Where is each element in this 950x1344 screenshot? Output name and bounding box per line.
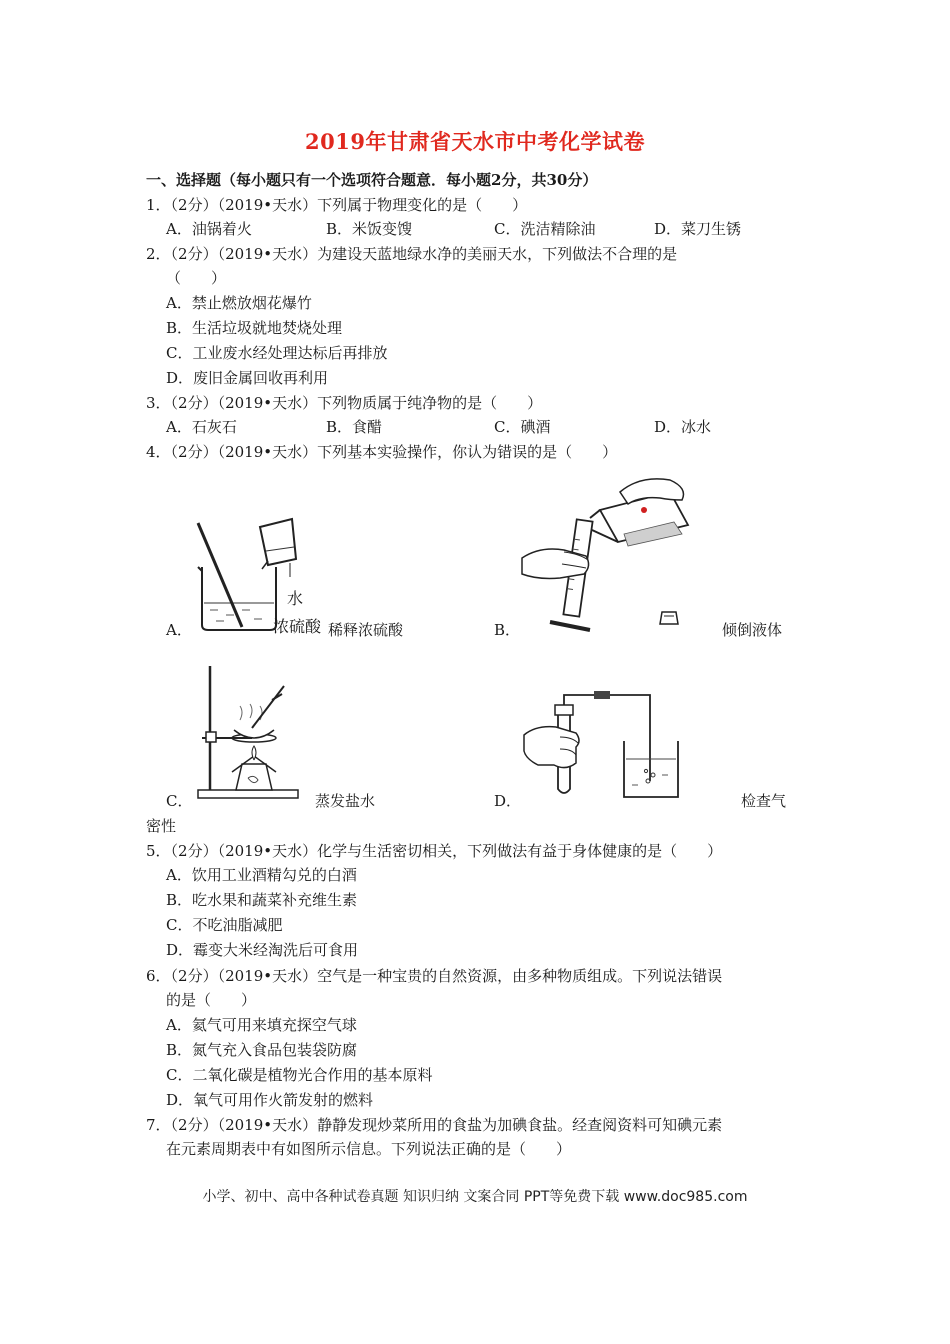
q5-option-b[interactable]: B．吃水果和蔬菜补充维生素 — [166, 891, 358, 909]
acid-label: 浓硫酸 — [273, 617, 322, 636]
q6-option-c[interactable]: C．二氧化碳是植物光合作用的基本原料 — [166, 1066, 433, 1084]
q1-option-b[interactable]: B．米饭变馊 — [326, 220, 413, 238]
q4-option-c-letter[interactable]: C． — [166, 792, 193, 810]
question-7-stem-cont: 在元素周期表中有如图所示信息。下列说法正确的是（ ） — [166, 1140, 572, 1158]
airtightness-figure — [520, 685, 690, 805]
evaporation-figure — [192, 660, 312, 805]
q1-option-c[interactable]: C．洗洁精除油 — [494, 220, 596, 238]
q4-option-d-caption: 检查气 — [741, 792, 787, 810]
footer-note: 小学、初中、高中各种试卷真题 知识归纳 文案合同 PPT等免费下载 www.doc985.com — [202, 1189, 748, 1205]
question-2-stem-cont: （ ） — [166, 269, 227, 287]
q4-option-d-caption-cont: 密性 — [146, 817, 177, 835]
question-1-stem: 1．（2分）（2019•天水）下列属于物理变化的是（ ） — [146, 196, 528, 214]
question-7-stem: 7．（2分）（2019•天水）静静发现炒菜所用的食盐为加碘食盐。经查阅资料可知碘元素 — [146, 1116, 723, 1134]
q4-option-b-caption: 倾倒液体 — [722, 621, 783, 639]
q4-option-a-letter[interactable]: A． — [166, 621, 192, 639]
q3-option-b[interactable]: B．食醋 — [326, 418, 383, 436]
q3-option-d[interactable]: D．冰水 — [654, 418, 712, 436]
question-2-stem: 2．（2分）（2019•天水）为建设天蓝地绿水净的美丽天水，下列做法不合理的是 — [146, 245, 678, 263]
q4-option-c-caption: 蒸发盐水 — [315, 792, 376, 810]
question-5-stem: 5．（2分）（2019•天水）化学与生活密切相关，下列做法有益于身体健康的是（ ） — [146, 842, 723, 860]
pour-liquid-figure — [520, 470, 700, 635]
question-6-stem: 6．（2分）（2019•天水）空气是一种宝贵的自然资源，由多种物质组成。下列说法错误 — [146, 967, 723, 985]
q3-option-a[interactable]: A．石灰石 — [166, 418, 237, 436]
q4-option-d-letter[interactable]: D． — [494, 792, 522, 810]
q4-option-a-caption: 稀释浓硫酸 — [328, 621, 404, 639]
q2-option-a[interactable]: A．禁止燃放烟花爆竹 — [166, 294, 312, 312]
q1-option-a[interactable]: A．油锅着火 — [166, 220, 252, 238]
page-title: 2019年甘肃省天水市中考化学试卷 — [305, 129, 645, 154]
q6-option-d[interactable]: D．氧气可用作火箭发射的燃料 — [166, 1091, 374, 1109]
section-heading: 一、选择题（每小题只有一个选项符合题意．每小题2分，共30分） — [146, 171, 598, 189]
q4-option-b-letter[interactable]: B． — [494, 621, 521, 639]
q3-option-c[interactable]: C．碘酒 — [494, 418, 551, 436]
q5-option-a[interactable]: A．饮用工业酒精勾兑的白酒 — [166, 866, 357, 884]
q1-option-d[interactable]: D．菜刀生锈 — [654, 220, 742, 238]
q5-option-c[interactable]: C．不吃油脂减肥 — [166, 916, 283, 934]
q6-option-a[interactable]: A．氦气可用来填充探空气球 — [166, 1016, 357, 1034]
q5-option-d[interactable]: D．霉变大米经淘洗后可食用 — [166, 941, 359, 959]
question-3-stem: 3．（2分）（2019•天水）下列物质属于纯净物的是（ ） — [146, 394, 543, 412]
q2-option-c[interactable]: C．工业废水经处理达标后再排放 — [166, 344, 388, 362]
q2-option-b[interactable]: B．生活垃圾就地焚烧处理 — [166, 319, 343, 337]
q2-option-d[interactable]: D．废旧金属回收再利用 — [166, 369, 329, 387]
question-6-stem-cont: 的是（ ） — [166, 991, 257, 1009]
question-4-stem: 4．（2分）（2019•天水）下列基本实验操作，你认为错误的是（ ） — [146, 443, 618, 461]
q6-option-b[interactable]: B．氮气充入食品包装袋防腐 — [166, 1041, 358, 1059]
water-label: 水 — [287, 589, 304, 608]
